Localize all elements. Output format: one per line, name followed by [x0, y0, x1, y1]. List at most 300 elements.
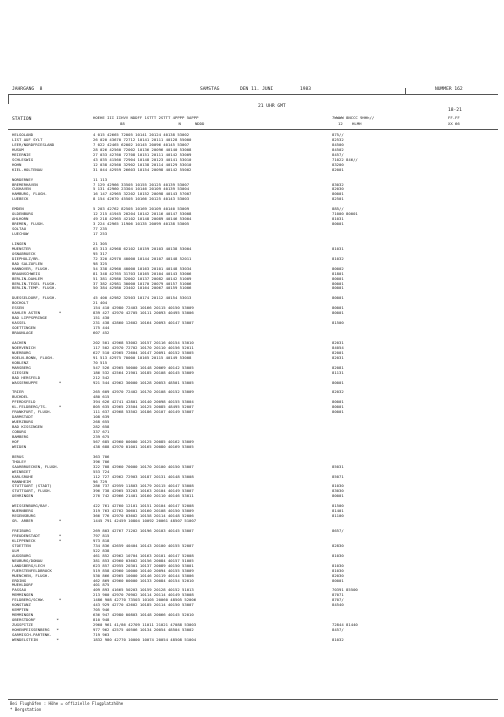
extra-code: 81801 — [332, 270, 344, 276]
table-row — [0, 603, 504, 608]
observation-code: 117 502 42970 72702 10170 20110 40156 52011 — [93, 344, 194, 350]
station-name: NUERBURG — [12, 349, 31, 355]
station-name: FUERSTENFELDBRUCK — [12, 567, 52, 573]
station-name: NORDERNEY — [12, 176, 34, 182]
observation-code: 7 022 42465 62002 10145 20096 40145 53007 — [93, 141, 190, 147]
table-row — [0, 143, 504, 148]
station-name: MEIERNIE — [12, 151, 31, 157]
station-name: WASSERKUPPE * — [12, 379, 62, 385]
station-column-header: STATION — [12, 117, 32, 122]
table-row — [0, 529, 504, 534]
observation-code: 5 203 42762 82505 10169 20109 40140 53009 — [93, 206, 190, 212]
station-name: BAD HERSFELD — [12, 374, 41, 380]
table-row — [0, 554, 504, 559]
station-name: HAMBURG, FLUGH. — [12, 191, 48, 197]
station-name: KLIPPENECK * — [12, 537, 62, 543]
observation-code: 151 430 — [93, 315, 110, 321]
table-row — [0, 514, 504, 519]
table-row — [0, 450, 504, 455]
table-row — [0, 638, 504, 643]
observation-code: 212 542 — [93, 374, 110, 380]
observation-code: 81 348 42765 31703 10165 20104 40143 53006 — [93, 270, 192, 276]
station-name: FREIBURG — [12, 528, 31, 533]
extra-code: 71000 80001 — [332, 211, 358, 217]
station-name: OBERSTDORF * — [12, 617, 59, 623]
table-row — [0, 247, 504, 252]
observation-code: 3 224 42965 11906 10135 20099 40138 53005 — [93, 221, 190, 227]
table-row — [0, 301, 504, 306]
table-row — [0, 351, 504, 356]
station-name: PASSAU — [12, 587, 27, 593]
extra-code: 80001 — [332, 280, 344, 286]
table-row — [0, 598, 504, 603]
station-name: KARLSRUHE — [12, 473, 34, 479]
extra-code: 81500 — [332, 503, 344, 509]
table-row — [0, 326, 504, 331]
table-row — [0, 583, 504, 588]
observation-code: 49 218 42965 42102 10148 20089 40146 53004 — [93, 216, 192, 222]
observation-code: 54 338 42960 40000 10163 20101 40148 53034 — [93, 265, 192, 271]
extra-code: 8457/ — [332, 627, 344, 632]
extra-code: 81031 — [332, 245, 344, 251]
table-row — [0, 306, 504, 311]
station-name: DIEPHOLZ/BR. — [12, 255, 41, 261]
table-row — [0, 539, 504, 544]
observation-code: 522 838 — [93, 547, 110, 553]
station-name: CUXHAVEN — [12, 186, 31, 192]
station-name: LANDSBERG/LECH — [12, 562, 45, 568]
station-name: MUEHLDORF — [12, 582, 34, 588]
station-name: BERUS — [12, 453, 24, 459]
observation-code: 337 671 — [93, 429, 110, 434]
table-row — [0, 138, 504, 143]
table-row — [0, 460, 504, 465]
extra-code: 85071 — [332, 473, 344, 479]
extra-code: 81032 — [332, 255, 344, 261]
extra-code: 84502 — [332, 146, 344, 152]
extra-code: 85031 — [332, 463, 344, 469]
extra-code: 82031 — [332, 354, 344, 360]
header-left-rule — [8, 94, 9, 104]
table-row — [0, 489, 504, 494]
extra-code: 70391 85500 — [332, 587, 358, 593]
station-name: OLDENBURG — [12, 211, 34, 217]
observation-code: 12 038 42560 32902 10138 20114 40129 53010 — [93, 161, 192, 167]
observation-code: 396 706 — [93, 458, 110, 464]
station-name: STUTTGART (STADT) — [12, 483, 52, 489]
extra-code: 885// — [332, 206, 344, 212]
extra-code: 82001 — [332, 166, 344, 172]
table-row — [0, 524, 504, 529]
header-top-rule — [8, 94, 498, 95]
observation-code: 12 215 41945 20204 10142 20116 40147 53008 — [93, 211, 192, 217]
station-name: FRANKFURT, FLUGH. — [12, 409, 52, 415]
extra-code: 81030 — [332, 567, 344, 573]
table-row — [0, 425, 504, 430]
station-name: MUENCHEN, FLUGH. — [12, 572, 50, 578]
table-row — [0, 618, 504, 623]
observation-code: 91 513 42975 70000 10165 20115 40149 53008 — [93, 354, 192, 360]
observation-code: 921 544 42962 30000 10128 20053 48501 53005 — [93, 379, 194, 385]
extra-code: 84540 — [332, 602, 344, 608]
weekday-label: SAMSTAG — [200, 87, 220, 92]
station-name: FREUDENSTADT * — [12, 532, 62, 538]
observation-code: 231 438 42860 12602 10164 20093 40147 53007 — [93, 320, 194, 326]
station-name: STUTTGART, FLUGH. — [12, 488, 52, 494]
table-row — [0, 192, 504, 197]
table-row — [0, 153, 504, 158]
station-name: KEMPTEN — [12, 607, 29, 613]
station-name: COBURG — [12, 429, 27, 434]
table-row — [0, 252, 504, 257]
observation-code: 5 131 42960 23304 10146 20109 40139 53004 — [93, 186, 190, 192]
extra-code: 80001 — [332, 577, 344, 583]
right-column-subheader: 12 HLMH — [338, 121, 362, 126]
observation-code: 286 737 42959 11803 10179 20115 40147 53008 — [93, 483, 194, 489]
table-row — [0, 242, 504, 247]
observation-code: 381 853 42960 03602 10156 20084 40157 51005 — [93, 557, 194, 563]
table-row — [0, 410, 504, 415]
station-name: MARSBERG — [12, 364, 31, 370]
table-row — [0, 484, 504, 489]
code-column-subheader: 88 N NDDD — [120, 121, 205, 126]
observation-code: 1445 791 42459 10804 10092 20061 48507 51007 — [93, 518, 197, 524]
extra-code: 80002 — [332, 265, 344, 271]
table-row — [0, 257, 504, 262]
station-name: LUECHOW — [12, 231, 29, 236]
station-name: BAD LIPPSPRINGE — [12, 315, 48, 321]
table-row — [0, 465, 504, 470]
extra-code: 84500 — [332, 141, 344, 147]
station-name: BRAUNSCHWEIG — [12, 270, 41, 276]
station-name: HUSUM — [12, 146, 24, 152]
table-row — [0, 559, 504, 564]
table-row — [0, 480, 504, 485]
extra-code: 82030 — [332, 186, 344, 192]
station-name: THOLEY — [12, 458, 27, 464]
observation-code: 213 900 42970 70902 10114 20114 40149 53008 — [93, 592, 194, 598]
observation-code: 394 626 42741 42801 10140 20098 40155 53004 — [93, 399, 194, 405]
table-row — [0, 569, 504, 574]
observation-code: 8 154 42670 45505 10166 20125 40143 53003 — [93, 196, 190, 202]
observation-code: 547 526 42965 50000 10148 20069 40142 53005 — [93, 364, 194, 370]
observation-code: 26 020 43670 72712 10141 20111 40128 55000 — [93, 136, 192, 142]
station-name: GOETTINGEN — [12, 325, 36, 331]
extra-code: 82830 — [332, 542, 344, 548]
table-row — [0, 346, 504, 351]
observation-code: 21 305 — [93, 240, 108, 246]
table-row — [0, 173, 504, 178]
observation-code: 175 444 — [93, 325, 110, 331]
table-row — [0, 336, 504, 341]
observation-code: 363 706 — [93, 453, 110, 459]
observation-code: 50 384 42980 23402 10164 20067 40159 51006 — [93, 285, 192, 291]
station-name: AHLHORN — [12, 216, 29, 222]
table-row — [0, 400, 504, 405]
extra-code: 81031 — [332, 216, 344, 222]
station-name: BREMEN, FLUGH. — [12, 221, 45, 227]
station-name: BUCHDEL — [12, 394, 29, 400]
station-name: WUERZBURG — [12, 419, 34, 425]
table-row — [0, 163, 504, 168]
extra-code: 8457/ — [332, 151, 344, 157]
station-name: OEHRINGEN — [12, 493, 34, 499]
table-row — [0, 168, 504, 173]
observation-code: 530 866 42965 10000 10146 20119 40144 53006 — [93, 572, 194, 578]
station-name: HANNOVER, FLUGH. — [12, 265, 50, 271]
table-row — [0, 197, 504, 202]
table-row — [0, 331, 504, 336]
table-row — [0, 321, 504, 326]
extra-code: 80001 — [332, 379, 344, 385]
observation-code: 4 015 42665 72005 10141 20124 40138 53002 — [93, 132, 190, 137]
station-name: KOELN-BONN, FLUGH. — [12, 354, 55, 360]
table-row — [0, 207, 504, 212]
observation-code: 805 635 42965 23504 10125 20085 48495 52007 — [93, 404, 194, 410]
table-row — [0, 311, 504, 316]
observation-code: 51 381 42980 32002 10137 20082 40142 51009 — [93, 275, 192, 281]
observation-code: 462 869 42960 00000 10133 20084 40154 52010 — [93, 577, 194, 583]
observation-code: 95 317 — [93, 250, 108, 256]
observation-code: 553 724 — [93, 468, 110, 474]
observation-code: 7 129 42966 33505 10155 20125 40139 53007 — [93, 181, 190, 187]
observation-code: 43 035 41560 72904 10148 20123 40141 53010 — [93, 156, 192, 162]
table-row — [0, 435, 504, 440]
extra-code: 87071 — [332, 592, 344, 598]
observation-code: 265 609 42970 72402 10170 20108 40152 53009 — [93, 389, 194, 395]
time-span-label: 18-21 — [448, 108, 462, 113]
extra-code: 81401 — [332, 508, 344, 514]
table-header-rule — [8, 129, 498, 130]
table-row — [0, 405, 504, 410]
station-name: SOLTAU — [12, 226, 27, 232]
jahrgang-label: JAHRGANG 8 — [12, 87, 43, 92]
table-row — [0, 455, 504, 460]
observation-code: 154 410 42980 72403 10166 20115 40150 53009 — [93, 305, 194, 311]
table-row — [0, 395, 504, 400]
observation-code: 443 929 42770 42602 10185 20114 40150 53007 — [93, 602, 194, 608]
footnote-airport-height: Bei Flughäfen : Höhe = offizielle Flugplatzhöhe — [10, 701, 124, 706]
observation-code: 186 532 42564 21901 10185 20108 40145 53009 — [93, 369, 194, 375]
table-row — [0, 178, 504, 183]
table-row — [0, 470, 504, 475]
issue-number: NUMMER 162 — [435, 87, 463, 92]
extra-code: 80001 — [332, 221, 344, 227]
extra-code: 80001 — [332, 404, 344, 410]
station-name: OSNABRUECK — [12, 250, 36, 256]
extra-code: 84054 — [332, 344, 344, 350]
station-name: WEISSENBURG/BAY. — [12, 503, 50, 509]
observation-code: 27 033 42760 72708 10151 20111 40142 53009 — [93, 151, 192, 157]
observation-code: 438 688 42970 01001 10165 20080 40169 53005 — [93, 443, 194, 449]
extra-code: 72844 81440 — [332, 622, 358, 628]
station-name: PFERDSFELD — [12, 399, 36, 405]
table-row — [0, 504, 504, 509]
observation-code: 45 400 42982 32503 10174 20112 40154 53013 — [93, 295, 192, 301]
extra-code: 80001 — [332, 295, 344, 301]
extra-code: 83200 — [332, 161, 344, 167]
date-label: DEN 11. JUNI — [240, 87, 274, 92]
observation-code: 396 738 42965 33203 10163 20104 40149 53007 — [93, 488, 194, 494]
extra-code: 80001 — [332, 493, 344, 499]
table-row — [0, 272, 504, 277]
station-name: BAD KISSINGEN — [12, 424, 43, 430]
station-name: STOETTEN — [12, 542, 31, 548]
table-bottom-rule — [8, 699, 498, 700]
station-name: BERLIN-DAHLEM — [12, 275, 43, 281]
extra-code: 80001 — [332, 191, 344, 197]
station-name: HOF — [12, 438, 20, 444]
footnote-mountain-station: * Bergstation — [10, 707, 42, 712]
station-name: HOHN — [12, 161, 22, 167]
observation-code: 202 501 42968 53002 10157 20116 40154 53010 — [93, 339, 194, 345]
extra-code: 81030 — [332, 562, 344, 568]
table-row — [0, 202, 504, 207]
table-row — [0, 633, 504, 638]
extra-code: 82081 — [332, 364, 344, 370]
table-row — [0, 430, 504, 435]
station-name: KAHLER ASTEN * — [12, 310, 62, 316]
table-row — [0, 509, 504, 514]
station-name: ULM — [12, 547, 20, 553]
station-name: ZUGSPITZE — [12, 622, 34, 628]
station-name: ESSEN — [12, 305, 24, 311]
extra-code: 82031 — [332, 339, 344, 345]
table-row — [0, 420, 504, 425]
station-name: AACHEN — [12, 339, 27, 345]
station-name: HELGOLAND — [12, 132, 34, 137]
station-name: WEIDEN — [12, 443, 27, 449]
extra-code: 80001 — [332, 305, 344, 311]
observation-code: 37 382 42981 30000 10170 20079 40157 51006 — [93, 280, 192, 286]
table-row — [0, 316, 504, 321]
table-row — [0, 296, 504, 301]
table-row — [0, 564, 504, 569]
observation-code: 839 427 42970 42705 10111 20093 40495 53006 — [93, 310, 194, 316]
header-number-divider — [405, 88, 406, 94]
table-row — [0, 519, 504, 524]
table-row — [0, 262, 504, 267]
extra-code: 8657/ — [332, 528, 344, 533]
table-row — [0, 237, 504, 242]
station-name: WENDELSTEIN * — [12, 636, 59, 642]
station-name: MEMMINGEN — [12, 592, 34, 598]
station-name: KONSTANZ — [12, 602, 31, 608]
table-row — [0, 376, 504, 381]
table-row — [0, 445, 504, 450]
observation-code: 21 404 — [93, 300, 108, 306]
observation-code: 31 044 42959 26603 10154 20098 40142 55002 — [93, 166, 192, 172]
observation-code: 17 253 — [93, 231, 108, 236]
station-name: LIST AUF SYLT — [12, 136, 43, 142]
ff-column-subheader: XX 66 — [448, 121, 460, 126]
station-name: NEUBURG/DONAU — [12, 557, 43, 563]
table-row — [0, 499, 504, 504]
year-label: 1983 — [300, 87, 312, 92]
table-row — [0, 361, 504, 366]
observation-time: 21 UHR GMT — [258, 104, 286, 109]
observation-code: 276 742 42966 21401 10160 20110 40146 53011 — [93, 493, 194, 499]
observation-code: 2960 961 41/86 42709 11011 21021 47088 53003 — [93, 622, 197, 628]
station-name: DARMSTADT — [12, 414, 34, 420]
station-name: KL.FELDBERG/TS. * — [12, 404, 62, 410]
observation-code: 977 962 42575 40506 10134 20054 48504 53002 — [93, 627, 194, 632]
observation-code: 108 639 — [93, 414, 110, 420]
extra-code: 80001 — [332, 275, 344, 281]
extra-code: 8707/ — [332, 597, 344, 603]
observation-code: 282 658 — [93, 424, 110, 430]
station-name: MUENSTER — [12, 245, 31, 251]
observation-code: 28 026 42560 72002 10136 20096 40140 53008 — [93, 146, 192, 152]
observation-code: 319 763 42762 30601 10160 20108 40150 53009 — [93, 508, 194, 514]
table-row — [0, 475, 504, 480]
table-row — [0, 385, 504, 390]
table-row — [0, 183, 504, 188]
table-row — [0, 217, 504, 222]
table-row — [0, 544, 504, 549]
table-row — [0, 371, 504, 376]
table-row — [0, 574, 504, 579]
observation-code: 268 655 — [93, 419, 110, 425]
observation-code: 627 510 42965 72604 10147 20091 40152 53005 — [93, 349, 194, 355]
extra-code: 80001 — [332, 409, 344, 415]
observation-code: 239 675 — [93, 433, 110, 439]
station-name: BREMERHAVEN — [12, 181, 38, 187]
ff-column-header: FF-FF — [448, 115, 460, 120]
station-name: FELDBERG/SCHW. * — [12, 597, 62, 603]
table-row — [0, 267, 504, 272]
station-name: KOBLENZ — [12, 359, 29, 365]
table-row — [0, 222, 504, 227]
observation-code: 607 452 — [93, 330, 110, 335]
table-row — [0, 415, 504, 420]
table-row — [0, 494, 504, 499]
extra-code: 83030 — [332, 488, 344, 494]
station-name: BRAUNLAGE — [12, 330, 34, 335]
station-name: BERLIN-TEMP. FLUGH. — [12, 285, 57, 291]
table-row — [0, 282, 504, 287]
observation-code: 636 947 42980 00803 10148 20066 40145 52010 — [93, 612, 194, 618]
station-name: MANNHEIM — [12, 478, 31, 484]
observation-code: 77 235 — [93, 226, 108, 232]
table-row — [0, 381, 504, 386]
extra-code: 81100 — [332, 513, 344, 519]
table-row — [0, 341, 504, 346]
observation-code: 623 857 42955 20301 10137 20089 40150 53001 — [93, 562, 194, 568]
station-name: NUERNBERG — [12, 508, 34, 514]
extra-code: 82030 — [332, 572, 344, 578]
station-name: BAD SALZUFLEN — [12, 260, 43, 266]
observation-code: 269 803 42767 71202 10196 20103 40145 53007 — [93, 528, 194, 533]
table-row — [0, 390, 504, 395]
extra-code: 82501 — [332, 196, 344, 202]
code-column-header: HOEHE III IIHVV NDDFF 1STTT 2STTT 4PPPP 5APPP — [93, 115, 199, 120]
station-name: GARMISCH-PARTENK. — [12, 631, 52, 637]
observation-code: 1486 908 42770 73503 10105 20060 48505 52006 — [93, 597, 197, 603]
table-row — [0, 549, 504, 554]
right-column-header: 7WWWW 8NCCC 9HHh// — [332, 115, 375, 120]
table-row — [0, 286, 504, 291]
table-row — [0, 366, 504, 371]
observation-code: 401 875 — [93, 582, 110, 588]
station-name: BOCHOLT — [12, 300, 29, 306]
observation-code: 409 893 41665 50203 10159 20128 40152 51013 — [93, 587, 194, 593]
observation-code: 16 147 42965 32202 10152 20098 40143 57007 — [93, 191, 192, 197]
table-row — [0, 291, 504, 296]
extra-code: 82032 — [332, 389, 344, 395]
table-row — [0, 613, 504, 618]
extra-code: 82001 — [332, 349, 344, 355]
